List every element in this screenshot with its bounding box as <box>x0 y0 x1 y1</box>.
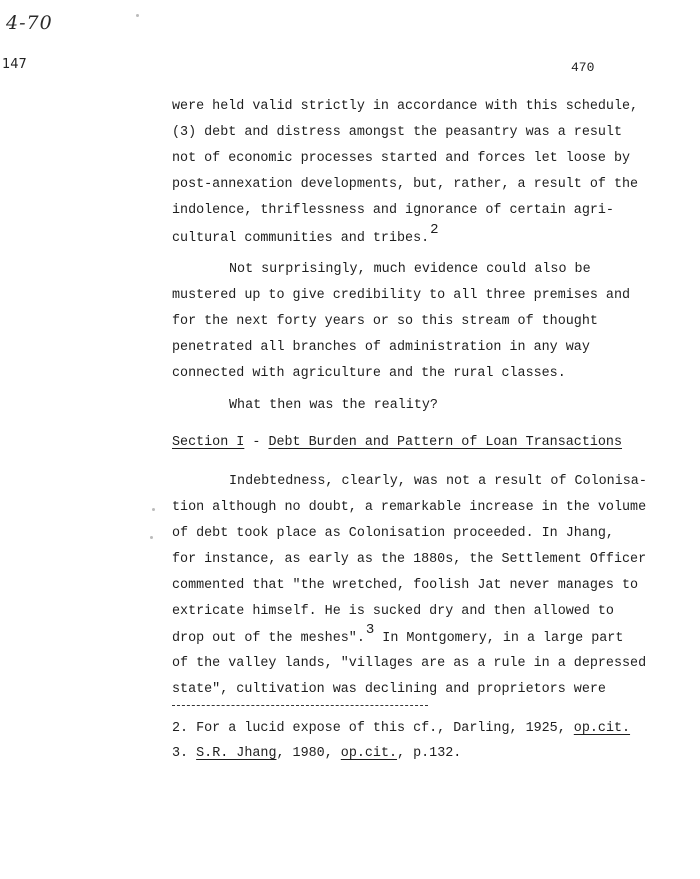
page-number: 470 <box>571 60 595 75</box>
body-line: mustered up to give credibility to all three premises and <box>172 288 631 303</box>
body-line: not of economic processes started and forces let loose by <box>172 151 631 166</box>
scan-speck <box>152 508 155 511</box>
scan-speck <box>136 14 139 17</box>
footnote-2 <box>172 721 630 736</box>
body-line-text: In Montgomery, in a large part <box>374 631 624 646</box>
footnote-marker: 3. <box>172 746 189 761</box>
corner-page-number: 147 <box>2 57 27 72</box>
body-line: for instance, as early as the 1880s, the Settlement Officer <box>172 552 647 567</box>
body-line: connected with agriculture and the rural classes. <box>172 366 566 381</box>
body-line: Indebtedness, clearly, was not a result of Colonisa- <box>229 474 647 489</box>
section-separator: - <box>244 435 269 450</box>
body-line <box>172 222 439 247</box>
footnote-reference: op.cit. <box>573 721 631 736</box>
body-line: indolence, thriflessness and ignorance of certain agri- <box>172 203 614 218</box>
body-line: (3) debt and distress amongst the peasantry was a result <box>172 125 622 140</box>
body-line <box>172 622 624 647</box>
footnote-ref-3: 3 <box>365 622 375 638</box>
body-line-text: cultural communities and tribes. <box>172 231 430 246</box>
body-line: were held valid strictly in accordance with this schedule, <box>172 99 639 114</box>
body-line: tion although no doubt, a remarkable increase in the volume <box>172 500 647 515</box>
body-line-text: drop out of the meshes". <box>172 631 365 646</box>
section-heading <box>172 435 622 451</box>
footnote-reference: op.cit. <box>340 746 398 761</box>
footnote-page: , p.132. <box>397 746 462 761</box>
footnote-text: , 1980, <box>276 746 341 761</box>
body-line: Not surprisingly, much evidence could also be <box>229 262 591 277</box>
body-line: penetrated all branches of administration in any way <box>172 340 590 355</box>
body-line: extricate himself. He is sucked dry and then allowed to <box>172 604 614 619</box>
footnote-separator <box>172 705 428 706</box>
footnote-3 <box>172 746 461 761</box>
footnote-source: S.R. Jhang <box>196 746 277 761</box>
handwritten-page-note: 4-70 <box>6 12 53 34</box>
footnote-marker: 2. <box>172 721 189 736</box>
scan-speck <box>150 536 153 539</box>
body-line: for the next forty years or so this stream of thought <box>172 314 598 329</box>
footnote-ref-2: 2 <box>430 222 439 238</box>
body-line: of debt took place as Colonisation proceeded. In Jhang, <box>172 526 614 541</box>
body-line: state", cultivation was declining and proprietors were <box>172 682 606 697</box>
body-line: commented that "the wretched, foolish Jat never manages to <box>172 578 639 593</box>
section-label: Section I <box>172 435 245 450</box>
body-line: What then was the reality? <box>229 398 438 413</box>
body-line: post-annexation developments, but, rather, a result of the <box>172 177 639 192</box>
section-title: Debt Burden and Pattern of Loan Transactions <box>268 435 623 450</box>
footnote-text: For a lucid expose of this cf., Darling, 1925, <box>188 721 574 736</box>
body-line: of the valley lands, "villages are as a rule in a depressed <box>172 656 647 671</box>
